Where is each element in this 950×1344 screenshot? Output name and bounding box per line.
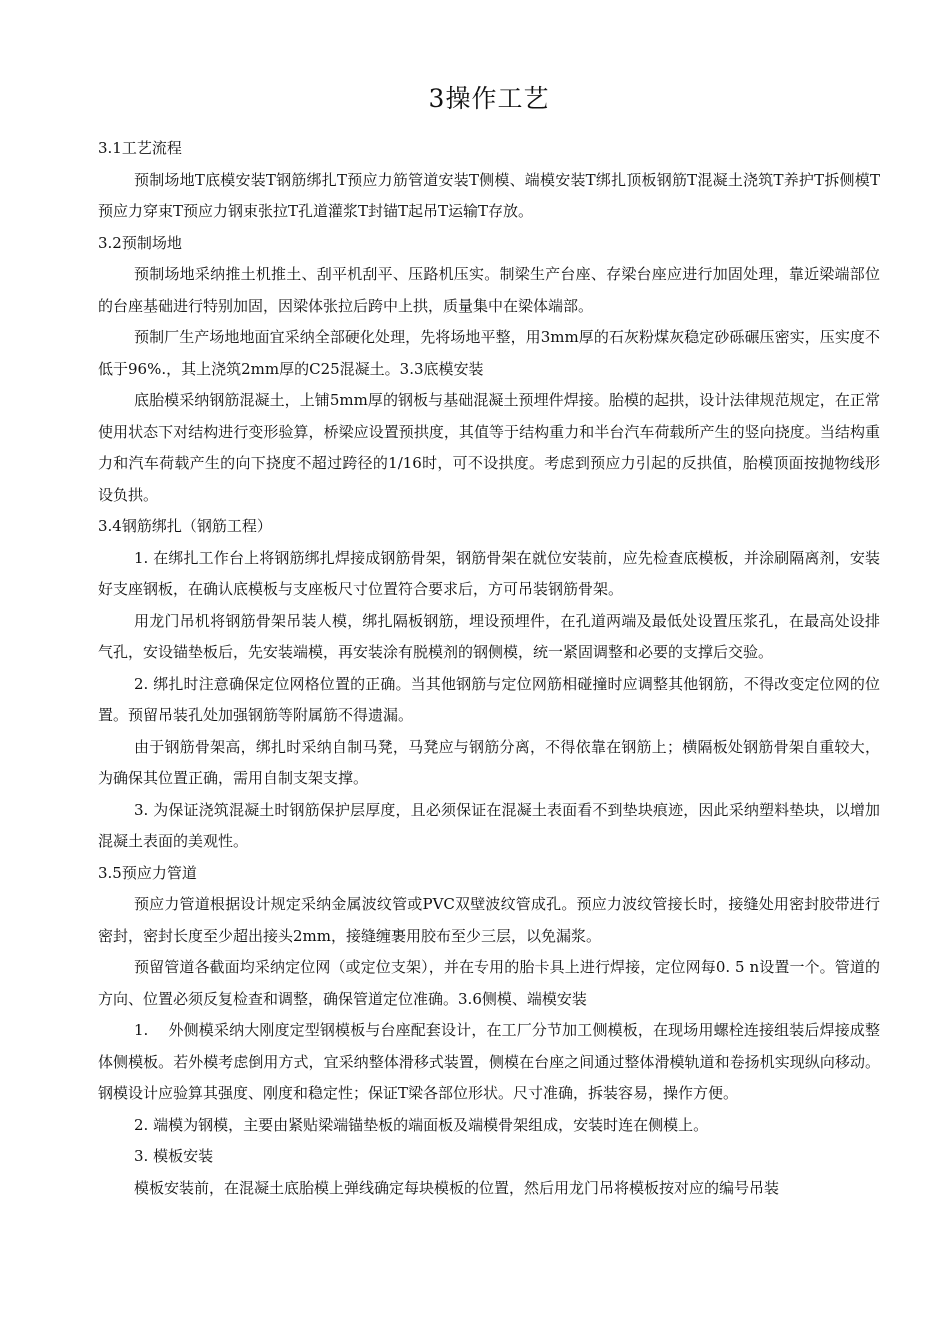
body-paragraph: 1. 外侧模采纳大刚度定型钢模板与台座配套设计，在工厂分节加工侧模板，在现场用螺栓连接组装后焊接成整体侧模板。若外模考虑倒用方式，宜采纳整体滑移式装置，侧模在台座之间通过整体滑模轨道和卷扬机实现纵向移动。钢模设计应验算其强度、刚度和稳定性；保证T梁各部位形状。尺寸准确，拆装容易，操作方便。 xyxy=(98,1021,880,1102)
body-paragraph: 2. 绑扎时注意确保定位网格位置的正确。当其他钢筋与定位网筋相碰撞时应调整其他钢筋，不得改变定位网的位置。预留吊装孔处加强钢筋等附属筋不得遗漏。 xyxy=(98,674,880,724)
section-heading: 3.4钢筋绑扎（钢筋工程） xyxy=(98,517,272,535)
body-paragraph: 1. 在绑扎工作台上将钢筋绑扎焊接成钢筋骨架，钢筋骨架在就位安装前，应先检查底模板，并涂刷隔离剂，安装好支座钢板，在确认底模板与支座板尺寸位置符合要求后，方可吊装钢筋骨架。 xyxy=(98,548,880,598)
body-paragraph: 2. 端模为钢模，主要由紧贴梁端锚垫板的端面板及端模骨架组成，安装时连在侧模上。 xyxy=(134,1115,709,1134)
document-body xyxy=(98,133,880,1204)
section-heading: 3.2预制场地 xyxy=(98,233,182,252)
body-paragraph: 用龙门吊机将钢筋骨架吊装人模，绑扎隔板钢筋，埋设预埋件，在孔道两端及最低处设置压浆孔，在最高处设排气孔，安设锚垫板后，先安装端模，再安装涂有脱模剂的钢侧模，统一紧固调整和必要的支撑后交验。 xyxy=(98,611,880,661)
document-title: 3操作工艺 xyxy=(428,84,550,113)
body-paragraph: 预留管道各截面均采纳定位网（或定位支架），并在专用的胎卡具上进行焊接，定位网每0. 5 n设置一个。管道的方向、位置必须反复检查和调整，确保管道定位准确。3.6侧模、端模安装 xyxy=(98,958,880,1008)
body-paragraph: 模板安装前，在混凝土底胎模上弹线确定每块模板的位置，然后用龙门吊将模板按对应的编号吊装 xyxy=(134,1178,780,1197)
body-paragraph: 底胎模采纳钢筋混凝土，上铺5mm厚的钢板与基础混凝土预埋件焊接。胎模的起拱，设计法律规范规定，在正常使用状态下对结构进行变形验算，桥梁应设置预拱度，其值等于结构重力和半台汽车荷载所产生的竖向挠度。当结构重力和汽车荷载产生的向下挠度不超过跨径的1/16时，可不设拱度。考虑到预应力引起的反拱值，胎模顶面按抛物线形设负拱。 xyxy=(98,391,880,504)
body-paragraph: 预制场地采纳推土机推土、刮平机刮平、压路机压实。制梁生产台座、存梁台座应进行加固处理，靠近梁端部位的台座基础进行特别加固，因梁体张拉后跨中上拱，质量集中在梁体端部。 xyxy=(98,265,880,315)
document-page xyxy=(98,84,880,1204)
body-paragraph: 预制厂生产场地地面宜采纳全部硬化处理，先将场地平整，用3mm厚的石灰粉煤灰稳定砂砾碾压密实，压实度不低于96%.，其上浇筑2mm厚的C25混凝土。3.3底模安装 xyxy=(98,328,880,378)
body-paragraph: 预应力管道根据设计规定采纳金属波纹管或PVC双壁波纹管成孔。预应力波纹管接长时，接缝处用密封胶带进行密封，密封长度至少超出接头2mm，接缝缠裹用胶布至少三层，以免漏浆。 xyxy=(98,895,880,945)
section-heading: 3.1工艺流程 xyxy=(98,139,182,157)
section-heading: 3.5预应力管道 xyxy=(98,863,197,882)
body-paragraph: 由于钢筋骨架高，绑扎时采纳自制马凳，马凳应与钢筋分离，不得依靠在钢筋上；横隔板处钢筋骨架自重较大，为确保其位置正确，需用自制支架支撑。 xyxy=(98,737,880,787)
body-paragraph: 3. 模板安装 xyxy=(134,1147,214,1165)
body-paragraph: 预制场地T底模安装T钢筋绑扎T预应力筋管道安装T侧模、端模安装T绑扎顶板钢筋T混凝土浇筑T养护T拆侧模T预应力穿束T预应力钢束张拉T孔道灌浆T封锚T起吊T运输T存放。 xyxy=(98,170,880,220)
body-paragraph: 3. 为保证浇筑混凝土时钢筋保护层厚度，且必须保证在混凝土表面看不到垫块痕迹，因此采纳塑料垫块，以增加混凝土表面的美观性。 xyxy=(98,800,880,850)
